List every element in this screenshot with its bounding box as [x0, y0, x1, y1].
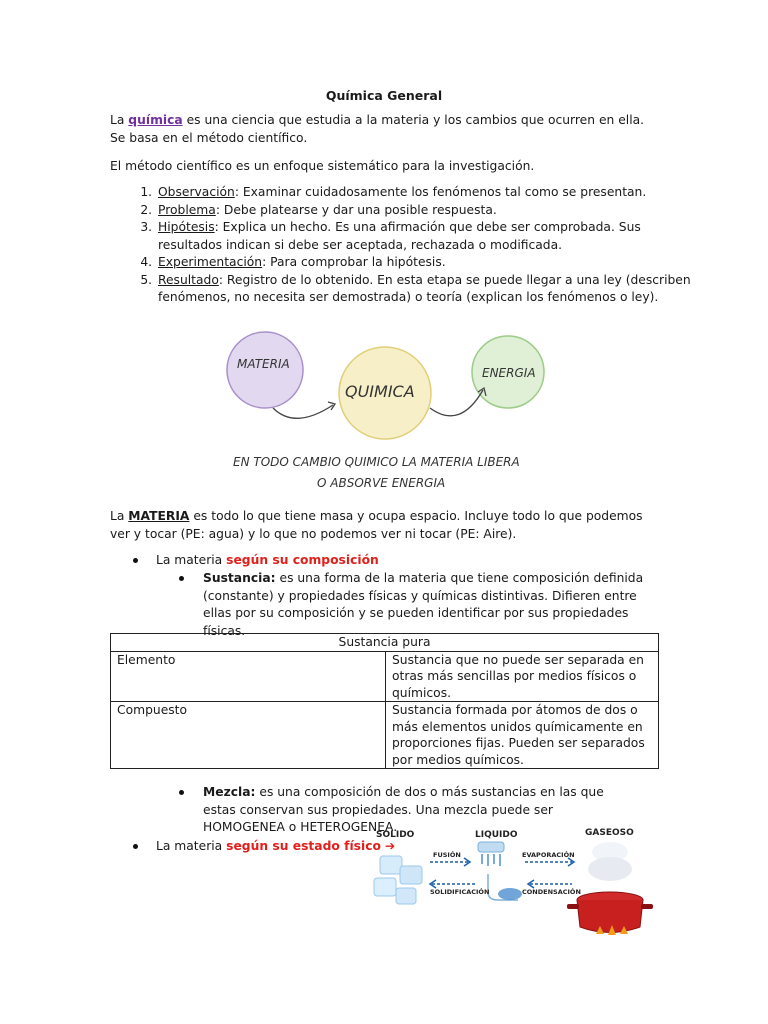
table-cell-desc: Sustancia que no puede ser separada en otras más sencillas por medios físicos o químicos.	[386, 651, 659, 702]
right-arrow-icon: ➔	[384, 839, 396, 853]
bullet-sustancia	[203, 570, 658, 640]
page-title: Química General	[325, 88, 443, 103]
method-paragraph: El método científico es un enfoque sistemático para la investigación.	[110, 159, 535, 173]
step-text: : Registro de lo obtenido. En esta etapa se puede llegar a una ley (describen fenómenos, no necesita ser demostrada) o teoría (explican los fenómenos o ley).	[158, 272, 691, 304]
beaker-icon	[488, 874, 522, 900]
arrow-materia-quimica	[273, 405, 333, 418]
bullet-dot-icon	[179, 576, 184, 581]
solid-label: SOLIDO	[376, 830, 415, 840]
diagram-caption-1: EN TODO CAMBIO QUIMICO LA MATERIA LIBERA	[233, 455, 520, 469]
arrow-quimica-energia	[430, 390, 483, 416]
materia-label: MATERIA	[237, 357, 290, 371]
bullet2-highlight: según su estado físico	[226, 839, 381, 853]
table-cell-name: Elemento	[111, 651, 386, 702]
materia-text-post: es todo lo que tiene masa y ocupa espacio. Incluye todo lo que podemos ver y tocar (PE: agua) y lo que no podemos ver ni tocar (PE: Aire).	[110, 509, 643, 541]
bullet2-text: La materia	[156, 839, 227, 853]
step-item	[156, 272, 702, 307]
bullet-dot-icon	[133, 558, 138, 563]
intro-text-post: es una ciencia que estudia a la materia y los cambios que ocurren en ella. Se basa en el método científico.	[110, 113, 645, 145]
materia-text-pre: La	[110, 509, 129, 523]
solidification-label: SOLIDIFICACIÓN	[430, 888, 490, 896]
step-item	[156, 184, 702, 202]
evaporation-label: EVAPORACIÓN	[522, 851, 575, 859]
step-term: Resultado	[158, 272, 219, 287]
mezcla-term: Mezcla:	[203, 785, 256, 799]
mezcla-text: es una composición de dos o más sustancias en las que estas conservan sus propiedades. Una mezcla puede ser HOMOGENEA o HETEROGENEA.	[203, 785, 604, 834]
sustancia-text: es una forma de la materia que tiene composición definida (constante) y propiedades físicas y químicas distintivas. Difieren entre ellas por su composición y se pueden identificar por sus propiedades físicas.	[203, 571, 644, 638]
step-text: : Debe platearse y dar una posible respuesta.	[215, 202, 497, 217]
bullet-composition	[156, 552, 379, 570]
quimica-link[interactable]: química	[128, 113, 183, 127]
chemistry-diagram	[225, 330, 550, 495]
step-term: Problema	[158, 202, 216, 217]
diagram-caption-2: O ABSORVE ENERGIA	[317, 476, 446, 490]
energia-label: ENERGIA	[482, 366, 536, 380]
intro-paragraph	[110, 112, 656, 147]
step-text: : Para comprobar la hipótesis.	[262, 255, 446, 269]
table-row	[111, 702, 659, 769]
water-drops-icon	[478, 842, 504, 866]
bullet-dot-icon	[179, 790, 184, 795]
bullet-dot-icon	[133, 844, 138, 849]
step-term: Observación	[158, 185, 235, 199]
step-text: : Explica un hecho. Es una afirmación que debe ser comprobada. Sus resultados indican si debe ser aceptada, rechazada o modificada.	[158, 220, 641, 252]
materia-paragraph	[110, 508, 656, 543]
step-text: : Examinar cuidadosamente los fenómenos tal como se presentan.	[234, 185, 647, 199]
table-cell-desc: Sustancia formada por átomos de dos o más elementos unidos químicamente en proporciones fijas. Pueden ser separados por medios químicos.	[386, 702, 659, 769]
table-header-row	[111, 634, 659, 652]
step-term: Experimentación	[158, 255, 263, 269]
bullet1-text: La materia	[156, 553, 227, 567]
table-row	[111, 651, 659, 702]
intro-text-pre: La	[110, 113, 129, 127]
gas-label: GASEOSO	[585, 828, 634, 838]
fusion-label: FUSIÓN	[433, 851, 461, 859]
materia-term: MATERIA	[128, 509, 190, 523]
scientific-method-steps	[110, 184, 702, 307]
step-item	[156, 219, 702, 254]
ice-cubes-icon	[374, 856, 422, 904]
quimica-label: QUIMICA	[345, 382, 415, 401]
sustancia-table	[110, 633, 659, 769]
states-of-matter-illustration	[360, 822, 660, 942]
table-cell-name: Compuesto	[111, 702, 386, 769]
step-item	[156, 254, 702, 272]
step-item	[156, 202, 702, 220]
table-header: Sustancia pura	[111, 634, 659, 652]
condensation-label: CONDENSACIÓN	[522, 888, 581, 896]
step-term: Hipótesis	[158, 220, 215, 234]
liquid-label: LIQUIDO	[475, 830, 518, 840]
bullet1-highlight: según su composición	[226, 553, 379, 567]
sustancia-term: Sustancia:	[203, 571, 276, 585]
